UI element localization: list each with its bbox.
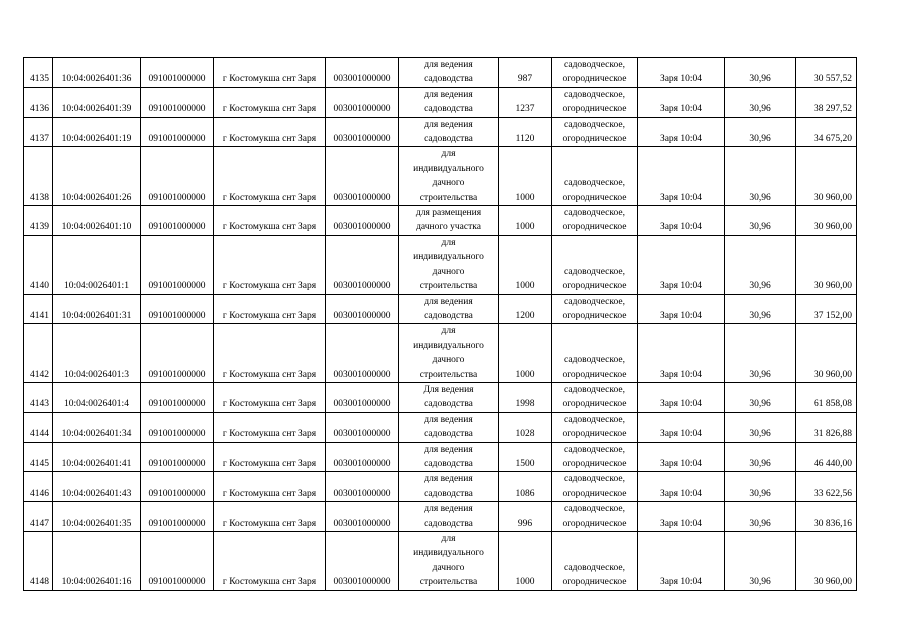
okato-code-cell: 091001000000 [141,324,214,383]
cadastral-value-cell: 30 960,00 [796,324,857,383]
specific-rate-cell: 30,96 [725,117,796,147]
table-row [24,472,857,502]
land-category-cell: садоводческое, огородническое [552,472,638,502]
cadastral-number-cell: 10:04:0026401:16 [53,532,141,591]
address-cell: г Костомукша снт Заря [214,472,326,502]
cadastral-value-cell: 33 622,56 [796,472,857,502]
area-value-cell: 996 [499,502,552,532]
row-number-cell: 4146 [24,472,53,502]
okato-code-cell: 091001000000 [141,117,214,147]
area-value-cell: 1998 [499,382,552,412]
cadastral-number-cell: 10:04:0026401:35 [53,502,141,532]
address-cell: г Костомукша снт Заря [214,117,326,147]
area-value-cell: 1000 [499,235,552,294]
specific-rate-cell: 30,96 [725,472,796,502]
row-number-cell: 4138 [24,147,53,206]
cadastral-value-cell: 31 826,88 [796,412,857,442]
permitted-use-cell: для ведения садоводства [399,412,499,442]
row-number-cell: 4142 [24,324,53,383]
table-row [24,58,857,88]
specific-rate-cell: 30,96 [725,294,796,324]
cadastral-value-cell: 30 960,00 [796,147,857,206]
permitted-use-cell: для ведения садоводства [399,117,499,147]
valuation-zone-cell: Заря 10:04 [638,472,725,502]
row-number-cell: 4147 [24,502,53,532]
specific-rate-cell: 30,96 [725,412,796,442]
oktmo-code-cell: 003001000000 [326,532,399,591]
cadastral-number-cell: 10:04:0026401:31 [53,294,141,324]
oktmo-code-cell: 003001000000 [326,324,399,383]
area-value-cell: 1237 [499,87,552,117]
oktmo-code-cell: 003001000000 [326,442,399,472]
cadastral-number-cell: 10:04:0026401:10 [53,206,141,236]
oktmo-code-cell: 003001000000 [326,382,399,412]
valuation-zone-cell: Заря 10:04 [638,147,725,206]
okato-code-cell: 091001000000 [141,58,214,88]
area-value-cell: 1000 [499,147,552,206]
valuation-zone-cell: Заря 10:04 [638,324,725,383]
permitted-use-cell: для индивидуального дачного строительства [399,147,499,206]
cadastral-number-cell: 10:04:0026401:36 [53,58,141,88]
table-row [24,206,857,236]
row-number-cell: 4143 [24,382,53,412]
row-number-cell: 4136 [24,87,53,117]
oktmo-code-cell: 003001000000 [326,294,399,324]
table-row [24,147,857,206]
specific-rate-cell: 30,96 [725,58,796,88]
valuation-zone-cell: Заря 10:04 [638,58,725,88]
land-category-cell: садоводческое, огородническое [552,294,638,324]
oktmo-code-cell: 003001000000 [326,235,399,294]
address-cell: г Костомукша снт Заря [214,206,326,236]
table-row [24,382,857,412]
land-category-cell: садоводческое, огородническое [552,324,638,383]
cadastral-number-cell: 10:04:0026401:26 [53,147,141,206]
land-category-cell: садоводческое, огородническое [552,117,638,147]
row-number-cell: 4141 [24,294,53,324]
okato-code-cell: 091001000000 [141,532,214,591]
valuation-zone-cell: Заря 10:04 [638,532,725,591]
okato-code-cell: 091001000000 [141,294,214,324]
address-cell: г Костомукша снт Заря [214,324,326,383]
oktmo-code-cell: 003001000000 [326,412,399,442]
permitted-use-cell: для ведения садоводства [399,87,499,117]
okato-code-cell: 091001000000 [141,147,214,206]
permitted-use-cell: для ведения садоводства [399,58,499,88]
row-number-cell: 4144 [24,412,53,442]
cadastral-value-cell: 38 297,52 [796,87,857,117]
table-row [24,502,857,532]
permitted-use-cell: для индивидуального дачного строительства [399,532,499,591]
row-number-cell: 4139 [24,206,53,236]
address-cell: г Костомукша снт Заря [214,502,326,532]
row-number-cell: 4140 [24,235,53,294]
address-cell: г Костомукша снт Заря [214,147,326,206]
specific-rate-cell: 30,96 [725,235,796,294]
oktmo-code-cell: 003001000000 [326,472,399,502]
cadastral-value-cell: 61 858,08 [796,382,857,412]
specific-rate-cell: 30,96 [725,147,796,206]
valuation-zone-cell: Заря 10:04 [638,117,725,147]
land-category-cell: садоводческое, огородническое [552,502,638,532]
table-row [24,87,857,117]
table-row [24,117,857,147]
address-cell: г Костомукша снт Заря [214,294,326,324]
oktmo-code-cell: 003001000000 [326,147,399,206]
okato-code-cell: 091001000000 [141,382,214,412]
valuation-zone-cell: Заря 10:04 [638,442,725,472]
table-row [24,324,857,383]
cadastral-value-cell: 46 440,00 [796,442,857,472]
okato-code-cell: 091001000000 [141,412,214,442]
cadastral-value-cell: 34 675,20 [796,117,857,147]
cadastral-number-cell: 10:04:0026401:3 [53,324,141,383]
valuation-zone-cell: Заря 10:04 [638,412,725,442]
row-number-cell: 4145 [24,442,53,472]
cadastral-number-cell: 10:04:0026401:34 [53,412,141,442]
valuation-zone-cell: Заря 10:04 [638,294,725,324]
land-category-cell: садоводческое, огородническое [552,87,638,117]
oktmo-code-cell: 003001000000 [326,206,399,236]
oktmo-code-cell: 003001000000 [326,58,399,88]
area-value-cell: 987 [499,58,552,88]
table-row [24,442,857,472]
permitted-use-cell: Для ведения садоводства [399,382,499,412]
land-category-cell: садоводческое, огородническое [552,147,638,206]
oktmo-code-cell: 003001000000 [326,117,399,147]
permitted-use-cell: для ведения садоводства [399,294,499,324]
specific-rate-cell: 30,96 [725,502,796,532]
specific-rate-cell: 30,96 [725,382,796,412]
land-category-cell: садоводческое, огородническое [552,532,638,591]
cadastral-value-cell: 30 960,00 [796,206,857,236]
okato-code-cell: 091001000000 [141,442,214,472]
area-value-cell: 1000 [499,532,552,591]
land-category-cell: садоводческое, огородническое [552,442,638,472]
okato-code-cell: 091001000000 [141,206,214,236]
area-value-cell: 1000 [499,324,552,383]
area-value-cell: 1000 [499,206,552,236]
area-value-cell: 1120 [499,117,552,147]
address-cell: г Костомукша снт Заря [214,235,326,294]
specific-rate-cell: 30,96 [725,324,796,383]
table-row [24,412,857,442]
specific-rate-cell: 30,96 [725,442,796,472]
specific-rate-cell: 30,96 [725,532,796,591]
permitted-use-cell: для ведения садоводства [399,442,499,472]
row-number-cell: 4135 [24,58,53,88]
land-category-cell: садоводческое, огородническое [552,58,638,88]
okato-code-cell: 091001000000 [141,87,214,117]
land-category-cell: садоводческое, огородническое [552,412,638,442]
permitted-use-cell: для индивидуального дачного строительства [399,235,499,294]
area-value-cell: 1500 [499,442,552,472]
land-plots-table [23,57,857,591]
land-category-cell: садоводческое, огородническое [552,382,638,412]
address-cell: г Костомукша снт Заря [214,58,326,88]
permitted-use-cell: для размещения дачного участка [399,206,499,236]
cadastral-number-cell: 10:04:0026401:39 [53,87,141,117]
land-category-cell: садоводческое, огородническое [552,235,638,294]
row-number-cell: 4148 [24,532,53,591]
cadastral-number-cell: 10:04:0026401:41 [53,442,141,472]
okato-code-cell: 091001000000 [141,502,214,532]
okato-code-cell: 091001000000 [141,235,214,294]
area-value-cell: 1028 [499,412,552,442]
specific-rate-cell: 30,96 [725,87,796,117]
valuation-zone-cell: Заря 10:04 [638,382,725,412]
cadastral-number-cell: 10:04:0026401:1 [53,235,141,294]
permitted-use-cell: для индивидуального дачного строительства [399,324,499,383]
valuation-zone-cell: Заря 10:04 [638,502,725,532]
valuation-zone-cell: Заря 10:04 [638,87,725,117]
cadastral-number-cell: 10:04:0026401:4 [53,382,141,412]
oktmo-code-cell: 003001000000 [326,87,399,117]
cadastral-number-cell: 10:04:0026401:43 [53,472,141,502]
table-row [24,532,857,591]
address-cell: г Костомукша снт Заря [214,382,326,412]
table-row [24,294,857,324]
oktmo-code-cell: 003001000000 [326,502,399,532]
okato-code-cell: 091001000000 [141,472,214,502]
table-row [24,235,857,294]
area-value-cell: 1200 [499,294,552,324]
row-number-cell: 4137 [24,117,53,147]
address-cell: г Костомукша снт Заря [214,412,326,442]
permitted-use-cell: для ведения садоводства [399,472,499,502]
valuation-zone-cell: Заря 10:04 [638,235,725,294]
area-value-cell: 1086 [499,472,552,502]
cadastral-value-cell: 30 960,00 [796,235,857,294]
cadastral-value-cell: 30 960,00 [796,532,857,591]
permitted-use-cell: для ведения садоводства [399,502,499,532]
cadastral-number-cell: 10:04:0026401:19 [53,117,141,147]
cadastral-value-cell: 37 152,00 [796,294,857,324]
cadastral-value-cell: 30 557,52 [796,58,857,88]
valuation-zone-cell: Заря 10:04 [638,206,725,236]
land-category-cell: садоводческое, огородническое [552,206,638,236]
specific-rate-cell: 30,96 [725,206,796,236]
address-cell: г Костомукша снт Заря [214,87,326,117]
cadastral-value-cell: 30 836,16 [796,502,857,532]
table-body [24,58,857,591]
address-cell: г Костомукша снт Заря [214,532,326,591]
address-cell: г Костомукша снт Заря [214,442,326,472]
